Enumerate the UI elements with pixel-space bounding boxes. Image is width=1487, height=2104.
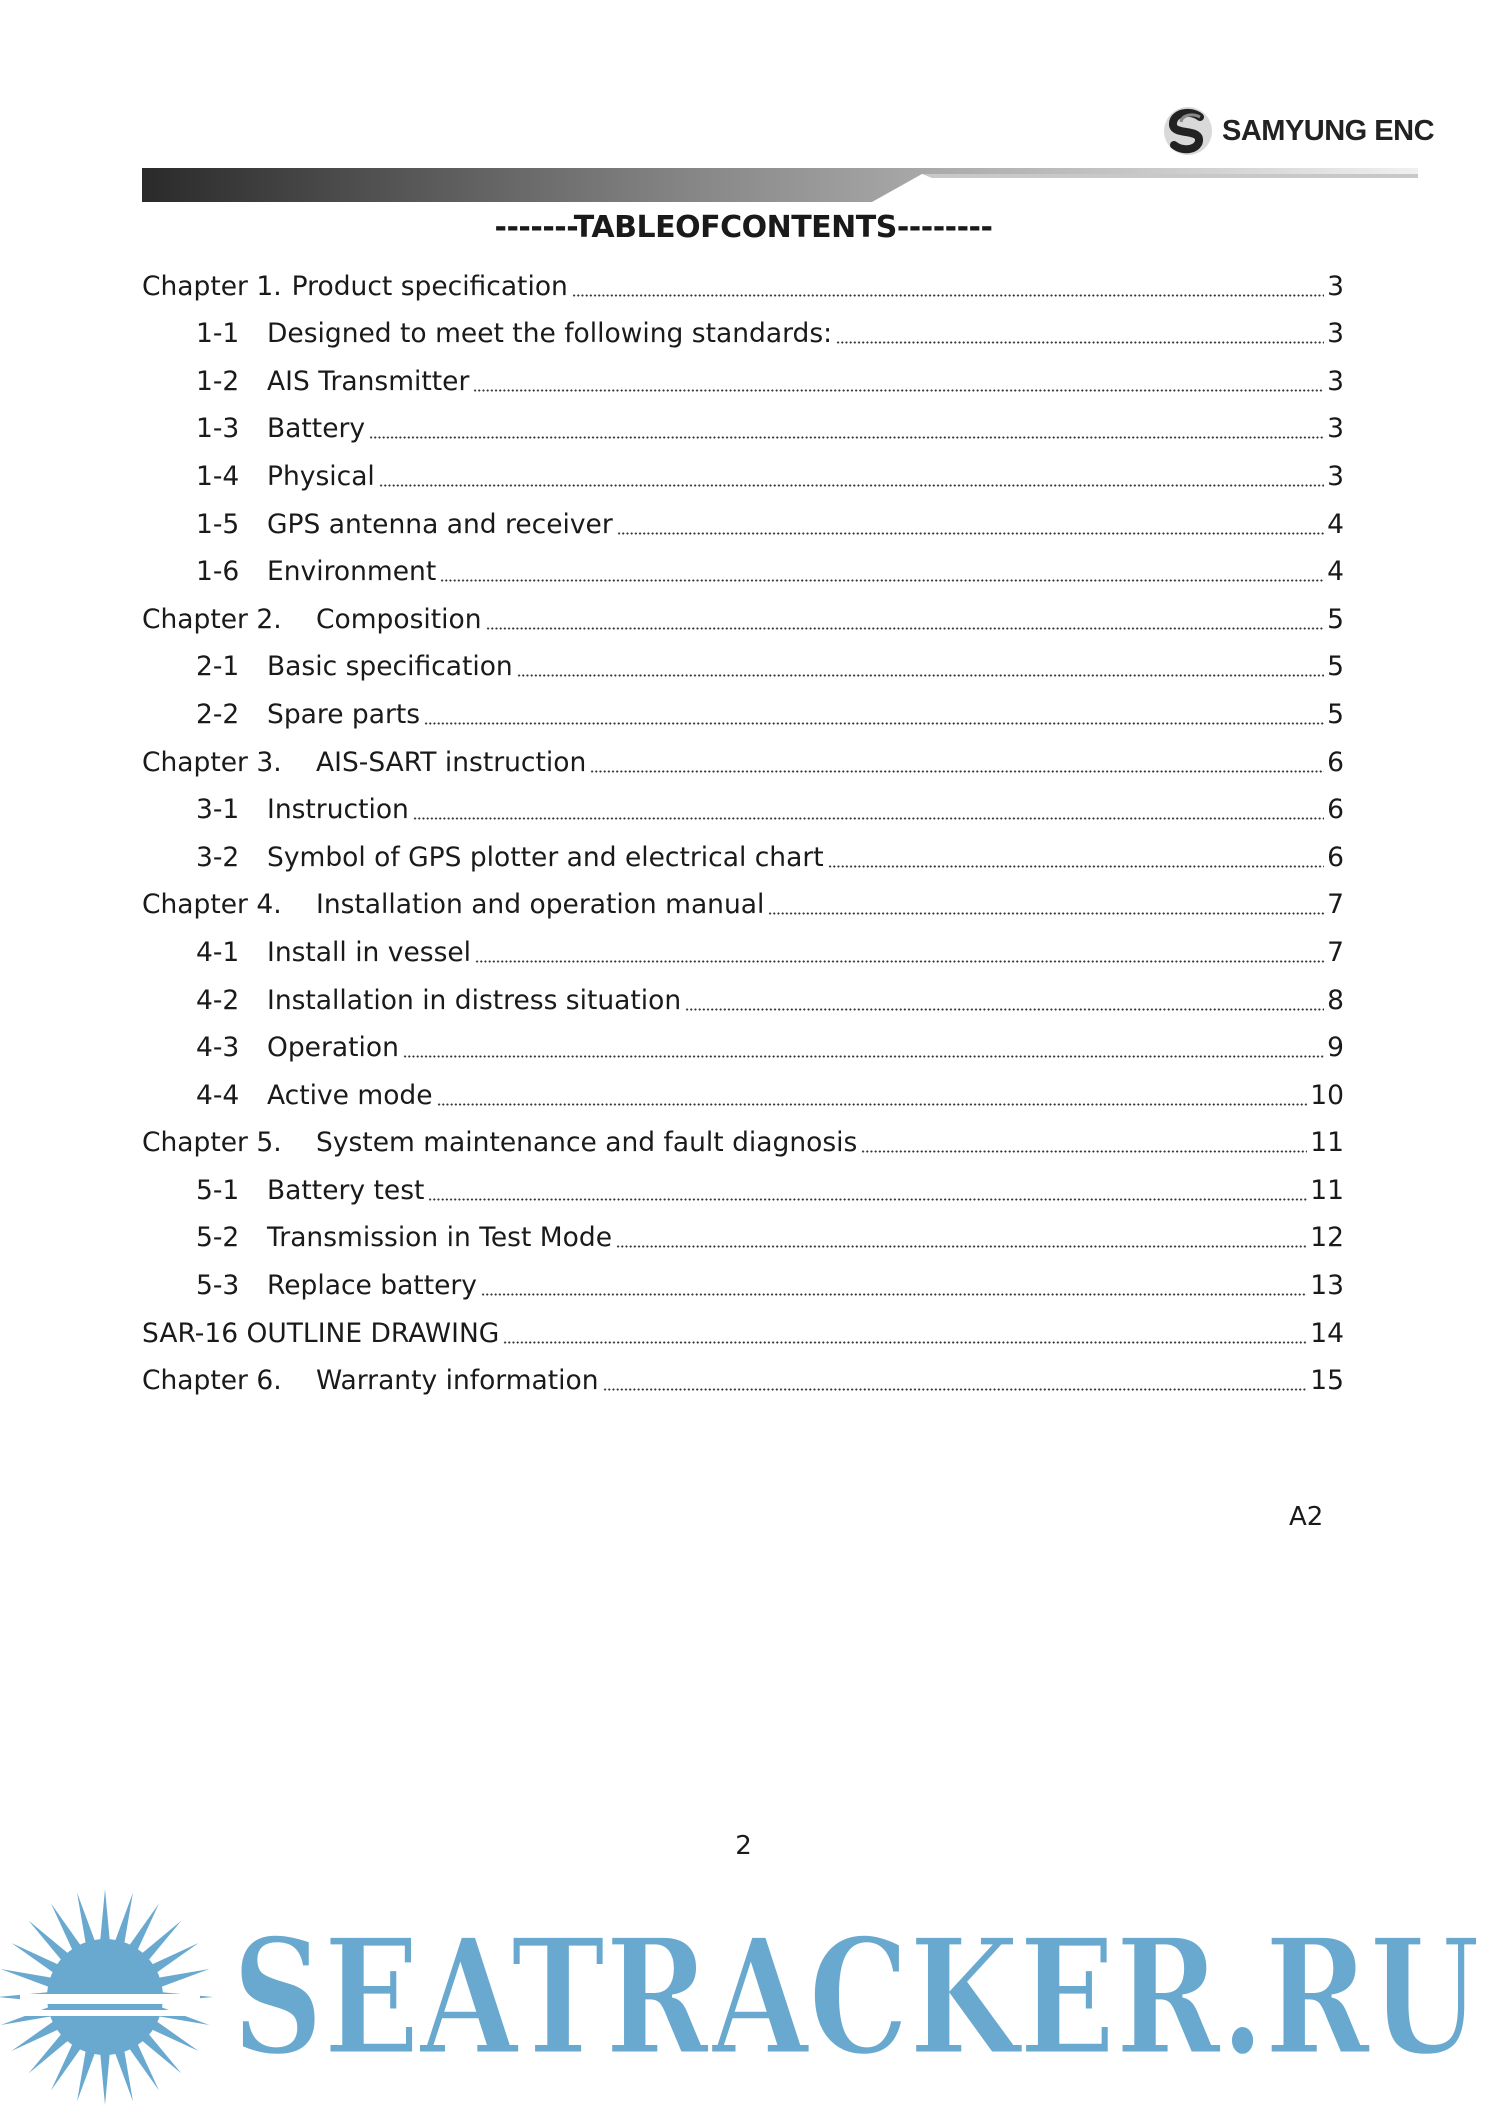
toc-entry-title: Designed to meet the following standards: — [267, 318, 833, 350]
dot-leader — [428, 1198, 1307, 1201]
toc-entry-title: Composition — [316, 603, 482, 635]
toc-entry-page: 5 — [1327, 698, 1344, 730]
toc-entry-page: 7 — [1327, 889, 1344, 921]
toc-entry[interactable] — [142, 643, 1344, 691]
dot-leader — [828, 865, 1325, 868]
toc-entry-number: Chapter 5. — [142, 1127, 282, 1159]
dot-leader — [768, 912, 1324, 915]
toc-entry-title: GPS antenna and receiver — [267, 508, 613, 540]
toc-entry-page: 6 — [1327, 841, 1344, 873]
toc-entry-page: 3 — [1327, 413, 1344, 445]
toc-entry-number: 1-3 — [196, 413, 240, 445]
toc-entry-title: System maintenance and fault diagnosis — [316, 1127, 858, 1159]
page-number: 2 — [735, 1831, 752, 1861]
toc-entry[interactable] — [142, 1214, 1344, 1262]
toc-entry[interactable] — [142, 1261, 1344, 1309]
revision-mark: A2 — [1289, 1502, 1324, 1532]
toc-entry-page: 4 — [1327, 556, 1344, 588]
toc-entry-number: 1-2 — [196, 365, 240, 397]
sun-ray — [157, 1969, 210, 1988]
toc-entry[interactable] — [142, 452, 1344, 500]
toc-entry-title: Install in vessel — [267, 936, 472, 968]
toc-entry-number: 4-4 — [196, 1079, 240, 1111]
toc-entry-page: 8 — [1327, 984, 1344, 1016]
toc-entry-page: 3 — [1327, 460, 1344, 492]
toc-entry-title: Symbol of GPS plotter and electrical chart — [267, 841, 824, 873]
sun-ray — [114, 2049, 133, 2102]
toc-entry-number: Chapter 1. — [142, 270, 282, 302]
toc-entry-page: 6 — [1327, 746, 1344, 778]
toc-entry[interactable] — [142, 595, 1344, 643]
toc-entry[interactable] — [142, 1024, 1344, 1072]
sun-ray — [100, 2052, 110, 2104]
toc-entry[interactable] — [142, 1166, 1344, 1214]
toc-entry-page: 3 — [1327, 365, 1344, 397]
toc-entry-page: 14 — [1310, 1317, 1344, 1349]
toc-entry-title: Battery — [267, 413, 366, 445]
toc-entry[interactable] — [142, 1357, 1344, 1405]
dot-leader — [403, 1055, 1324, 1058]
toc-entry-title: Warranty information — [316, 1365, 599, 1397]
toc-entry-title: Replace battery — [267, 1270, 477, 1302]
dot-leader — [572, 294, 1324, 297]
toc-entry-title: Spare parts — [267, 698, 421, 730]
header-band — [142, 168, 1418, 202]
dot-leader — [486, 627, 1325, 630]
toc-entry-page: 12 — [1310, 1222, 1344, 1254]
toc-entry[interactable] — [142, 928, 1344, 976]
toc-entry-page: 6 — [1327, 794, 1344, 826]
toc-entry-number: 2-1 — [196, 651, 240, 683]
dot-leader — [424, 722, 1324, 725]
toc-entry-title: Environment — [267, 556, 437, 588]
toc-entry[interactable] — [142, 738, 1344, 786]
toc-entry-page: 11 — [1310, 1174, 1344, 1206]
toc-entry[interactable] — [142, 310, 1344, 358]
toc-entry-number: 4-3 — [196, 1032, 240, 1064]
toc-title: -------TABLEOFCONTENTS-------- — [494, 210, 993, 245]
toc-entry-number: 2-2 — [196, 698, 240, 730]
toc-entry[interactable] — [142, 357, 1344, 405]
toc-entry[interactable] — [142, 690, 1344, 738]
sun-ray — [77, 1893, 96, 1946]
toc-entry-number: 1-6 — [196, 556, 240, 588]
sun-ray — [77, 2049, 96, 2102]
toc-entry-title: AIS-SART instruction — [316, 746, 587, 778]
dot-leader — [473, 389, 1324, 392]
sun-ray — [114, 1893, 133, 1946]
dot-leader — [413, 817, 1324, 820]
toc-entry[interactable] — [142, 786, 1344, 834]
dot-leader — [437, 1103, 1308, 1106]
toc-entry[interactable] — [142, 881, 1344, 929]
dot-leader — [503, 1341, 1307, 1344]
dot-leader — [369, 436, 1324, 439]
dot-leader — [616, 1245, 1307, 1248]
toc-entry-title: Installation in distress situation — [267, 984, 682, 1016]
toc-entry[interactable] — [142, 262, 1344, 310]
toc-entry-title: Installation and operation manual — [316, 889, 765, 921]
sun-ray — [100, 1889, 110, 1942]
dot-leader — [836, 341, 1324, 344]
company-logo — [1162, 103, 1434, 159]
toc-entry[interactable] — [142, 1119, 1344, 1167]
toc-entry-number: Chapter 6. — [142, 1365, 282, 1397]
toc-entry[interactable] — [142, 405, 1344, 453]
toc-entry-title: Active mode — [267, 1079, 433, 1111]
toc-entry-title: AIS Transmitter — [267, 365, 470, 397]
toc-entry-page: 10 — [1310, 1079, 1344, 1111]
table-of-contents — [142, 262, 1344, 1404]
dot-leader — [379, 484, 1324, 487]
toc-entry-page: 15 — [1310, 1365, 1344, 1397]
toc-entry-title: Instruction — [267, 794, 409, 826]
toc-entry-page: 5 — [1327, 651, 1344, 683]
sun-ray — [1, 1969, 54, 1988]
dot-leader — [440, 579, 1324, 582]
watermark — [232, 1925, 1482, 2065]
toc-entry-number: 4-1 — [196, 936, 240, 968]
dot-leader — [481, 1293, 1307, 1296]
dot-leader — [861, 1150, 1307, 1153]
dot-leader — [517, 674, 1324, 677]
dot-leader — [603, 1388, 1308, 1391]
watermark-text: SEATRACKER.RU — [232, 1925, 1480, 2065]
toc-entry-title: Product specification — [291, 270, 568, 302]
toc-entry-title: Operation — [267, 1032, 399, 1064]
toc-entry-number: 1-5 — [196, 508, 240, 540]
toc-entry-number: 3-2 — [196, 841, 240, 873]
toc-entry-title: SAR-16 OUTLINE DRAWING — [142, 1317, 500, 1349]
toc-entry-number: 4-2 — [196, 984, 240, 1016]
toc-entry-page: 13 — [1310, 1270, 1344, 1302]
sun-icon — [0, 1882, 225, 2104]
dot-leader — [617, 532, 1324, 535]
toc-entry-page: 4 — [1327, 508, 1344, 540]
toc-entry-title: Basic specification — [267, 651, 513, 683]
toc-entry-number: 3-1 — [196, 794, 240, 826]
samyung-logo-icon — [1162, 105, 1214, 157]
toc-entry-number: 5-1 — [196, 1174, 240, 1206]
logo-text: SAMYUNG ENC — [1222, 114, 1435, 147]
toc-entry-title: Physical — [267, 460, 375, 492]
toc-entry-title: Transmission in Test Mode — [267, 1222, 613, 1254]
toc-entry-page: 5 — [1327, 603, 1344, 635]
toc-entry-page: 9 — [1327, 1032, 1344, 1064]
toc-entry[interactable] — [142, 548, 1344, 596]
toc-entry-page: 3 — [1327, 318, 1344, 350]
toc-entry-number: 1-1 — [196, 318, 240, 350]
toc-entry-number: Chapter 2. — [142, 603, 282, 635]
toc-entry-number: 1-4 — [196, 460, 240, 492]
toc-entry-number: 5-3 — [196, 1270, 240, 1302]
toc-entry[interactable] — [142, 833, 1344, 881]
toc-entry-page: 3 — [1327, 270, 1344, 302]
toc-entry[interactable] — [142, 976, 1344, 1024]
toc-entry-title: Battery test — [267, 1174, 425, 1206]
toc-entry-number: 5-2 — [196, 1222, 240, 1254]
toc-entry-number: Chapter 3. — [142, 746, 282, 778]
toc-entry-number: Chapter 4. — [142, 889, 282, 921]
toc-entry[interactable] — [142, 1309, 1344, 1357]
toc-entry-page: 7 — [1327, 936, 1344, 968]
toc-entry[interactable] — [142, 500, 1344, 548]
toc-entry-page: 11 — [1310, 1127, 1344, 1159]
toc-entry[interactable] — [142, 1071, 1344, 1119]
dot-leader — [590, 770, 1324, 773]
dot-leader — [475, 960, 1324, 963]
dot-leader — [685, 1008, 1324, 1011]
